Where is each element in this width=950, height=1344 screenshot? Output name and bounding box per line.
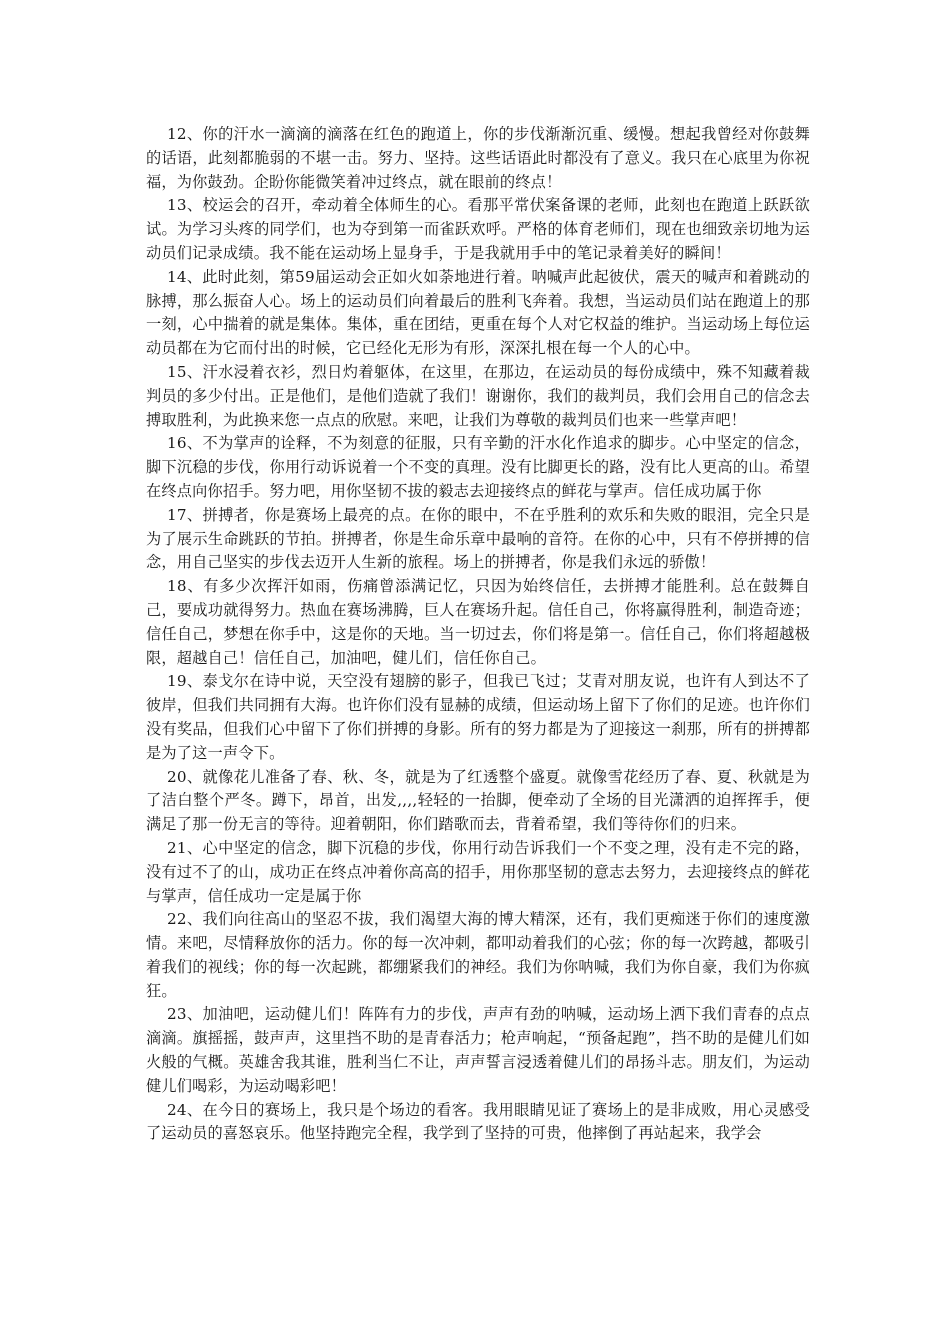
paragraph-21 (146, 837, 810, 908)
paragraph-20-text: 20、就像花儿准备了春、秋、冬，就是为了红透整个盛夏。就像雪花经历了春、夏、秋就是为了洁白整个严冬。蹲下，昂首，出发,,,,轻轻的一抬脚，便牵动了全场的目光潇洒的迫挥挥手，便满足了那一份无言的等待。迎着朝阳，你们踏歌而去，背着希望，我们等待你们的归来。 (146, 767, 810, 834)
paragraph-12 (146, 123, 810, 194)
paragraph-19-text: 19、泰戈尔在诗中说，天空没有翅膀的影子，但我已飞过；艾青对朋友说，也许有人到达不了彼岸，但我们共同拥有大海。也许你们没有显赫的成绩，但运动场上留下了你们的足迹。也许你们没有奖品，但我们心中留下了你们拼搏的身影。所有的努力都是为了迎接这一刹那，所有的拼搏都是为了这一声令下。 (146, 672, 810, 762)
paragraph-16-text: 16、不为掌声的诠释，不为刻意的征服，只有辛勤的汗水化作追求的脚步。心中坚定的信念，脚下沉稳的步伐，你用行动诉说着一个不变的真理。没有比脚更长的路，没有比人更高的山。希望在终点向你招手。努力吧，用你坚韧不拔的毅志去迎接终点的鲜花与掌声。信任成功属于你 (146, 434, 810, 500)
paragraph-23-text: 23、加油吧，运动健儿们！阵阵有力的步伐，声声有劲的呐喊，运动场上洒下我们青春的点点滴滴。旗摇摇，鼓声声，这里挡不助的是青春活力；枪声响起，“预备起跑”，挡不助的是健儿们如火般的气概。英雄舍我其谁，胜利当仁不让，声声誓言浸透着健儿们的昂扬斗志。朋友们，为运动健儿们喝彩，为运动喝彩吧！ (146, 1005, 810, 1095)
paragraph-18-text: 18、有多少次挥汗如雨，伤痛曾添满记忆，只因为始终信任，去拼搏才能胜利。总在鼓舞自己，要成功就得努力。热血在赛场沸腾，巨人在赛场升起。信任自己，你将赢得胜利，制造奇迹；信任自己，梦想在你手中，这是你的天地。当一切过去，你们将是第一。信任自己，你们将超越极限，超越自己！信任自己，加油吧，健儿们，信任你自己。 (146, 577, 810, 667)
paragraph-20 (146, 766, 810, 837)
paragraph-22-text: 22、我们向往高山的坚忍不拔，我们渴望大海的博大精深，还有，我们更痴迷于你们的速度激情。来吧，尽情释放你的活力。你的每一次冲刺，都叩动着我们的心弦；你的每一次跨越，都吸引着我们的视线；你的每一次起跳，都绷紧我们的神经。我们为你呐喊，我们为你自豪，我们为你疯狂。 (146, 910, 810, 1000)
paragraph-14-text: 14、此时此刻，第59届运动会正如火如荼地进行着。呐喊声此起彼伏，震天的喊声和着跳动的脉搏，那么振奋人心。场上的运动员们向着最后的胜利飞奔着。我想，当运动员们站在跑道上的那一刻，心中揣着的就是集体。集体，重在团结，更重在每个人对它权益的维护。当运动场上每位运动员都在为它而付出的时候，它已经化无形为有形，深深扎根在每一个人的心中。 (146, 267, 810, 358)
paragraph-16 (146, 432, 810, 503)
paragraph-17 (146, 504, 810, 575)
paragraph-21-text: 21、心中坚定的信念，脚下沉稳的步伐，你用行动告诉我们一个不变之理，没有走不完的路，没有过不了的山，成功正在终点冲着你高高的招手，用你那坚韧的意志去努力，去迎接终点的鲜花与掌声，信任成功一定是属于你 (146, 838, 810, 905)
paragraph-23 (146, 1003, 810, 1098)
paragraph-14 (146, 266, 810, 361)
paragraph-12-text: 12、你的汗水一滴滴的滴落在红色的跑道上，你的步伐渐渐沉重、缓慢。想起我曾经对你鼓舞的话语，此刻都脆弱的不堪一击。努力、坚持。这些话语此时都没有了意义。我只在心底里为你祝福，为你鼓劲。企盼你能微笑着冲过终点，就在眼前的终点！ (146, 125, 810, 191)
paragraph-19 (146, 670, 810, 765)
paragraph-22 (146, 908, 810, 1003)
paragraph-13 (146, 194, 810, 265)
paragraph-18 (146, 575, 810, 670)
paragraph-24 (146, 1099, 810, 1147)
document-body (146, 123, 810, 1146)
paragraph-13-text: 13、校运会的召开，牵动着全体师生的心。看那平常伏案备课的老师，此刻也在跑道上跃跃欲试。为学习头疼的同学们，也为夺到第一而雀跃欢呼。严格的体育老师们，现在也细致亲切地为运动员们记录成绩。我不能在运动场上显身手，于是我就用手中的笔记录着美好的瞬间！ (146, 196, 810, 262)
paragraph-15-text: 15、汗水浸着衣衫，烈日灼着躯体，在这里，在那边，在运动员的每份成绩中，殊不知藏着裁判员的多少付出。正是他们，是他们造就了我们！谢谢你，我们的裁判员，我们会用自己的信念去搏取胜利，为此换来您一点点的欣慰。来吧，让我们为尊敬的裁判员们也来一些掌声吧！ (146, 362, 810, 429)
paragraph-17-text: 17、拼搏者，你是赛场上最亮的点。在你的眼中，不在乎胜利的欢乐和失败的眼泪，完全只是为了展示生命跳跃的节拍。拼搏者，你是生命乐章中最响的音符。在你的心中，只有不停拼搏的信念，用自己坚实的步伐去迈开人生新的旅程。场上的拼搏者，你是我们永远的骄傲！ (146, 505, 810, 572)
paragraph-15 (146, 361, 810, 432)
paragraph-24-text: 24、在今日的赛场上，我只是个场边的看客。我用眼睛见证了赛场上的是非成败，用心灵感受了运动员的喜怒哀乐。他坚持跑完全程，我学到了坚持的可贵，他摔倒了再站起来，我学会 (146, 1100, 810, 1143)
